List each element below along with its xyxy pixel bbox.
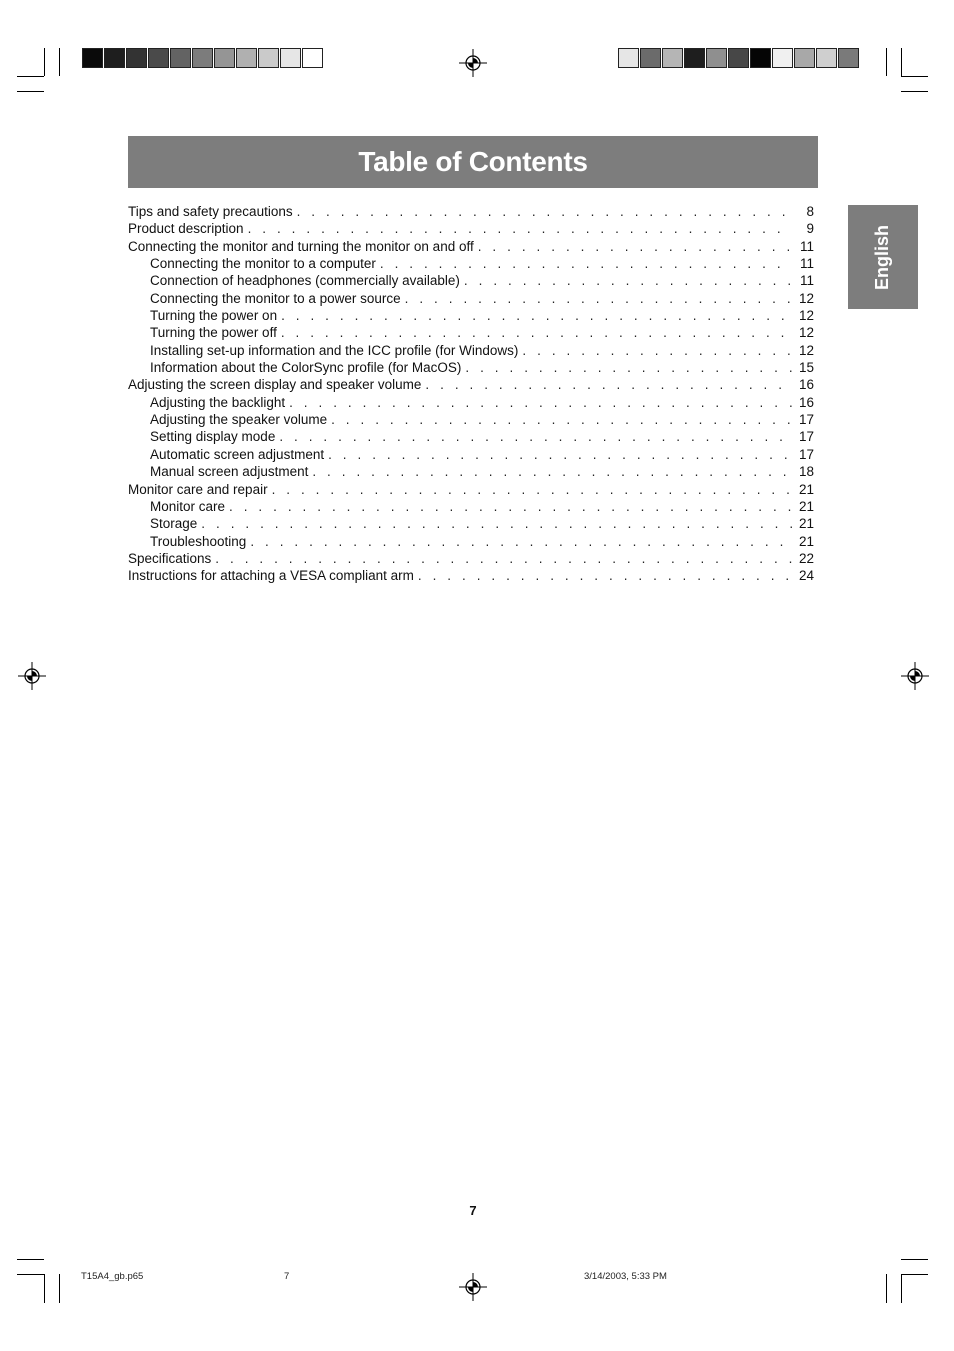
toc-entry-label: Setting display mode — [150, 429, 276, 445]
toc-entry-page: 12 — [798, 308, 814, 324]
toc-entry-label: Connecting the monitor and turning the monitor on and off — [128, 238, 474, 254]
toc-entry[interactable] — [128, 515, 814, 532]
toc-entry-page: 21 — [798, 516, 814, 532]
color-swatch — [618, 48, 639, 68]
toc-entry-page: 21 — [798, 481, 814, 497]
toc-leader-dots — [425, 376, 792, 393]
toc-entry-page: 24 — [798, 568, 814, 584]
toc-entry-label: Automatic screen adjustment — [150, 446, 325, 462]
toc-entry-page: 9 — [806, 221, 814, 237]
toc-entry-page: 16 — [798, 377, 814, 393]
toc-entry-label: Information about the ColorSync profile (for MacOS) — [150, 360, 462, 376]
color-swatch — [750, 48, 771, 68]
language-tab — [848, 205, 918, 309]
color-bar-right — [618, 48, 860, 68]
toc-entry[interactable] — [128, 342, 814, 359]
toc-entry-page: 16 — [798, 394, 814, 410]
registration-mark-icon — [459, 49, 487, 77]
page-number: 7 — [469, 1203, 477, 1218]
color-swatch — [794, 48, 815, 68]
color-swatch — [640, 48, 661, 68]
toc-leader-dots — [312, 463, 792, 480]
color-swatch — [684, 48, 705, 68]
toc-leader-dots — [250, 533, 792, 550]
footer-filename: T15A4_gb.p65 — [81, 1271, 144, 1282]
toc-entry[interactable] — [128, 446, 814, 463]
color-swatch — [258, 48, 279, 68]
toc-entry-label: Adjusting the screen display and speaker volume — [128, 377, 422, 393]
toc-entry[interactable] — [128, 272, 814, 289]
toc-entry[interactable] — [128, 394, 814, 411]
toc-entry-label: Specifications — [128, 550, 212, 566]
toc-leader-dots — [380, 255, 792, 272]
toc-entry[interactable] — [128, 533, 814, 550]
color-swatch — [236, 48, 257, 68]
toc-entry[interactable] — [128, 359, 814, 376]
toc-leader-dots — [522, 342, 792, 359]
color-swatch — [126, 48, 147, 68]
toc-entry[interactable] — [128, 255, 814, 272]
color-swatch — [772, 48, 793, 68]
footer-datetime: 3/14/2003, 5:33 PM — [584, 1271, 667, 1282]
toc-leader-dots — [229, 498, 792, 515]
toc-entry[interactable] — [128, 220, 814, 237]
toc-entry-page: 11 — [799, 256, 814, 272]
footer-page: 7 — [284, 1271, 290, 1282]
toc-leader-dots — [279, 428, 792, 445]
registration-mark-icon — [901, 662, 929, 690]
color-swatch — [82, 48, 103, 68]
toc-entry[interactable] — [128, 376, 814, 393]
toc-leader-dots — [465, 359, 792, 376]
color-swatch — [148, 48, 169, 68]
toc-entry[interactable] — [128, 324, 814, 341]
toc-leader-dots — [248, 220, 792, 237]
toc-entry-label: Monitor care — [150, 498, 226, 514]
toc-entry-label: Monitor care and repair — [128, 481, 268, 497]
toc-leader-dots — [418, 567, 792, 584]
toc-entry[interactable] — [128, 428, 814, 445]
toc-entry[interactable] — [128, 290, 814, 307]
toc-entry-label: Storage — [150, 516, 198, 532]
toc-entry-label: Turning the power on — [150, 308, 278, 324]
toc-leader-dots — [281, 307, 792, 324]
toc-entry-page: 11 — [799, 273, 814, 289]
toc-entry[interactable] — [128, 463, 814, 480]
color-swatch — [104, 48, 125, 68]
toc-entry-page: 15 — [798, 360, 814, 376]
toc-leader-dots — [272, 481, 792, 498]
toc-leader-dots — [331, 411, 792, 428]
color-swatch — [728, 48, 749, 68]
color-swatch — [192, 48, 213, 68]
toc-entry-label: Adjusting the speaker volume — [150, 412, 328, 428]
toc-entry-label: Turning the power off — [150, 325, 277, 341]
toc-leader-dots — [478, 238, 792, 255]
color-swatch — [706, 48, 727, 68]
toc-entry[interactable] — [128, 411, 814, 428]
color-swatch — [170, 48, 191, 68]
toc-leader-dots — [405, 290, 792, 307]
toc-entry-page: 12 — [798, 325, 814, 341]
toc-leader-dots — [201, 515, 792, 532]
title-banner — [128, 136, 818, 188]
toc-entry-page: 21 — [798, 533, 814, 549]
toc-entry-page: 17 — [798, 429, 814, 445]
toc-leader-dots — [289, 394, 792, 411]
toc-entry-page: 18 — [798, 464, 814, 480]
toc-entry-label: Connecting the monitor to a power source — [150, 290, 401, 306]
page-title: Table of Contents — [358, 146, 588, 177]
toc-entry[interactable] — [128, 203, 814, 220]
toc-entry-label: Manual screen adjustment — [150, 464, 309, 480]
toc-entry-page: 17 — [798, 412, 814, 428]
toc-entry-page: 12 — [798, 342, 814, 358]
toc-entry[interactable] — [128, 238, 814, 255]
toc-entry-page: 17 — [798, 446, 814, 462]
toc-leader-dots — [297, 203, 792, 220]
toc-list — [128, 203, 814, 585]
color-swatch — [302, 48, 323, 68]
toc-entry[interactable] — [128, 498, 814, 515]
toc-entry-label: Connecting the monitor to a computer — [150, 256, 376, 272]
toc-entry-label: Connection of headphones (commercially available) — [150, 273, 460, 289]
toc-entry-label: Adjusting the backlight — [150, 394, 286, 410]
toc-entry-page: 11 — [799, 238, 814, 254]
color-swatch — [280, 48, 301, 68]
color-swatch — [662, 48, 683, 68]
toc-entry-label: Tips and safety precautions — [128, 204, 293, 219]
toc-entry-label: Installing set-up information and the ICC profile (for Windows) — [150, 342, 519, 358]
color-swatch — [838, 48, 859, 68]
color-swatch — [214, 48, 235, 68]
toc-entry-page: 21 — [798, 498, 814, 514]
toc-entry-page: 12 — [798, 290, 814, 306]
toc-entry-label: Instructions for attaching a VESA compliant arm — [128, 568, 414, 584]
language-tab-label: English — [872, 224, 893, 290]
toc-entry[interactable] — [128, 567, 814, 584]
toc-entry[interactable] — [128, 550, 814, 567]
toc-leader-dots — [464, 272, 792, 289]
toc-entry[interactable] — [128, 307, 814, 324]
toc-entry[interactable] — [128, 481, 814, 498]
toc-leader-dots — [215, 550, 792, 567]
toc-entry-label: Troubleshooting — [150, 533, 247, 549]
registration-mark-icon — [18, 662, 46, 690]
toc-leader-dots — [328, 446, 792, 463]
registration-mark-icon — [459, 1273, 487, 1301]
color-bar-left — [82, 48, 324, 68]
toc-leader-dots — [281, 324, 792, 341]
toc-entry-page: 22 — [798, 550, 814, 566]
color-swatch — [816, 48, 837, 68]
toc-entry-page: 8 — [806, 204, 814, 219]
toc-entry-label: Product description — [128, 221, 244, 237]
